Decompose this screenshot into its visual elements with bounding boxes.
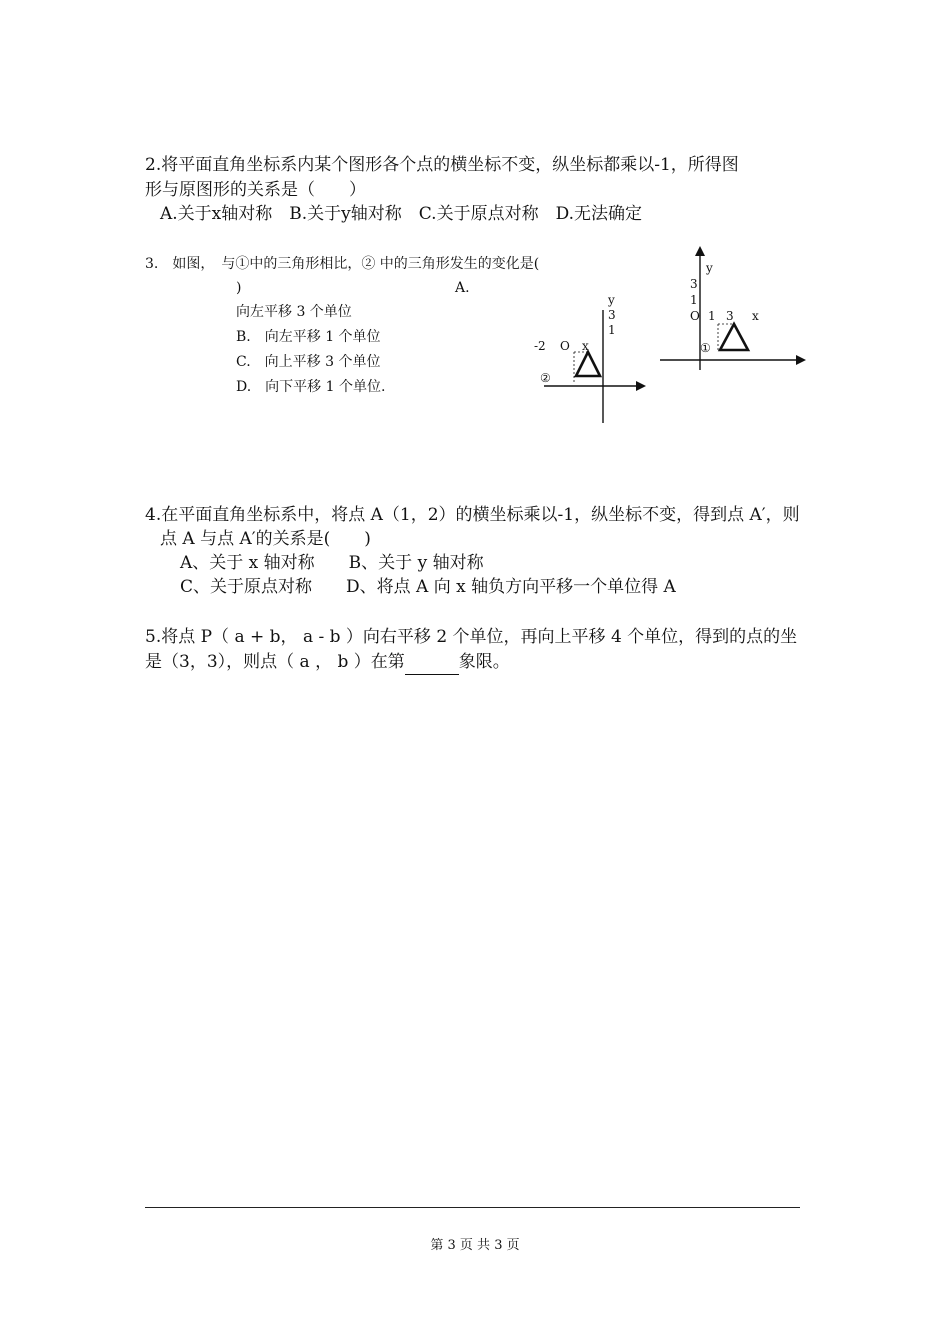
q2-line2: 形与原图形的关系是（ ） bbox=[145, 180, 366, 200]
graph2-x-label: x bbox=[582, 339, 589, 353]
q3-option-a-text: 向左平移 3 个单位 bbox=[236, 304, 352, 320]
q4-line1: 4.在平面直角坐标系中，将点 A（1，2）的横坐标乘以-1，纵坐标不变，得到点 A′，则 bbox=[145, 505, 800, 525]
q5-answer-blank[interactable] bbox=[405, 656, 459, 675]
q4-options-row2: C、关于原点对称 D、将点 A 向 x 轴负方向平移一个单位得 A bbox=[180, 577, 676, 597]
q2-line1: 2.将平面直角坐标系内某个图形各个点的横坐标不变，纵坐标都乘以-1，所得图 bbox=[145, 155, 739, 175]
graph2-triangle bbox=[576, 352, 600, 376]
graph2-x-arrow bbox=[636, 381, 646, 391]
graph1-y-arrow bbox=[695, 246, 705, 256]
graph1-triangle bbox=[720, 324, 748, 350]
q5-line2-before: 是（3，3），则点（ a ， b ）在第 bbox=[145, 652, 405, 672]
graph1-tick-1: 1 bbox=[690, 293, 698, 307]
graph1-x-label: x bbox=[752, 309, 759, 323]
graph1-x-tick-3: 3 bbox=[726, 309, 734, 323]
graph2-x-tick-neg2: -2 bbox=[534, 339, 546, 353]
q5-line1: 5.将点 P（ a + b， a - b ）向右平移 2 个单位，再向上平移 4 个单位，得到的点的坐 bbox=[145, 627, 798, 647]
graph1-x-arrow bbox=[796, 355, 806, 365]
q2-options: A.关于x轴对称 B.关于y轴对称 C.关于原点对称 D.无法确定 bbox=[160, 204, 643, 224]
q3-paren-close: ) bbox=[236, 280, 242, 296]
page-number: 第 3 页 共 3 页 bbox=[430, 1238, 520, 1253]
graph2-origin: O bbox=[560, 339, 570, 353]
graph2-tick-3: 3 bbox=[608, 308, 616, 322]
q3-option-d: D. 向下平移 1 个单位. bbox=[236, 379, 386, 395]
graph1-tick-3: 3 bbox=[690, 277, 698, 291]
graph1-origin: O bbox=[690, 309, 700, 323]
q4-line2: 点 A 与点 A′的关系是( ) bbox=[160, 529, 371, 549]
q3-option-c: C. 向上平移 3 个单位 bbox=[236, 354, 381, 370]
q5-line2 bbox=[145, 649, 510, 675]
q4-options-row1: A、关于 x 轴对称 B、关于 y 轴对称 bbox=[180, 553, 484, 573]
graph1-marker: ① bbox=[700, 341, 711, 355]
graph1-y-label: y bbox=[706, 261, 713, 275]
q3-option-b: B. 向左平移 1 个单位 bbox=[236, 329, 381, 345]
graph-1 bbox=[650, 240, 820, 380]
footer-divider bbox=[145, 1207, 800, 1208]
q3-option-a-label: A. bbox=[455, 280, 470, 296]
graph2-marker: ② bbox=[540, 371, 551, 385]
graph2-tick-1: 1 bbox=[608, 323, 616, 337]
graph-2 bbox=[530, 290, 660, 430]
q5-line2-after: 象限。 bbox=[458, 652, 510, 672]
graph1-x-tick-1: 1 bbox=[708, 309, 716, 323]
q3-line1: 3. 如图， 与①中的三角形相比，② 中的三角形发生的变化是( bbox=[145, 256, 540, 272]
graph2-y-label: y bbox=[608, 293, 615, 307]
